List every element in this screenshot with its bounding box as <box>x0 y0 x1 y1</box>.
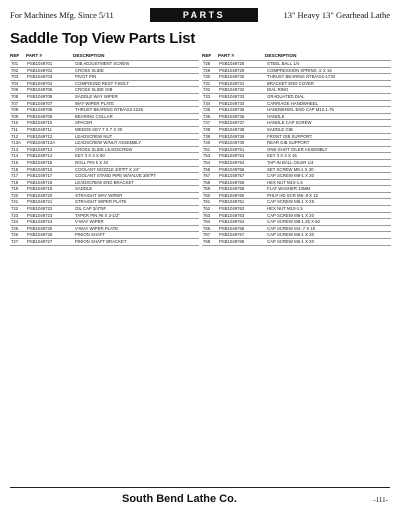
ref-cell: 721 <box>10 199 26 206</box>
description-cell: PIVOT PIN <box>74 74 199 81</box>
colhead-part-right: PART # <box>218 53 234 58</box>
description-cell: COMPRESSION SPRING .6 X 15 <box>266 67 391 74</box>
description-cell: CROSS SLIDE GIB <box>74 87 199 94</box>
ref-cell: 756 <box>202 166 218 173</box>
part-number-cell: PSB1049708 <box>26 107 74 114</box>
description-cell: SADDLE WAY WIPER <box>74 93 199 100</box>
description-cell: LEADSCREW W/NUT ASSEMBLY <box>74 140 199 147</box>
parts-row <box>10 120 199 127</box>
part-number-cell: PSB1049713A <box>26 140 74 147</box>
ref-cell: 724 <box>10 219 26 226</box>
parts-row <box>202 153 391 160</box>
part-number-cell: PSB1049766 <box>218 225 266 232</box>
ref-cell: 759 <box>202 186 218 193</box>
parts-row <box>10 212 199 219</box>
description-cell: CAP SCREW M6-1 X 20 <box>266 232 391 239</box>
description-cell: CAP SCREW M8-1.25 X 60 <box>266 219 391 226</box>
description-cell: CAP SCREW M6-1 X 20 <box>266 239 391 246</box>
parts-row <box>10 166 199 173</box>
part-number-cell: PSB1049711 <box>26 126 74 133</box>
part-number-cell: PSB1049702 <box>26 67 74 74</box>
description-cell: DIAL RING <box>266 87 391 94</box>
description-cell: ONE-SHOT OILER ASSEMBLY <box>266 146 391 153</box>
part-number-cell: PSB1049739 <box>218 133 266 140</box>
description-cell: GIB ADJUSTMENT SCREW <box>74 61 199 68</box>
description-cell: KEY 3 X 3 X 80 <box>74 153 199 160</box>
parts-row <box>10 192 199 199</box>
description-cell: REAR GIB SUPPORT <box>266 140 391 147</box>
description-cell: THRUST BEARING NTB/AS2-1730 <box>266 74 391 81</box>
description-cell: STEEL BALL 1/4 <box>266 61 391 68</box>
parts-row <box>10 206 199 213</box>
parts-row <box>10 126 199 133</box>
part-number-cell: PSB1049718 <box>26 179 74 186</box>
description-cell: V-WAY WIPER PLATE <box>74 225 199 232</box>
colhead-ref-right: REF <box>202 53 212 58</box>
ref-cell: 708 <box>10 107 26 114</box>
description-cell: FLAT WASHER 10MM <box>266 186 391 193</box>
part-number-cell: PSB1049754 <box>218 159 266 166</box>
ref-cell: 703 <box>10 74 26 81</box>
page-number: -111- <box>373 496 388 504</box>
description-cell: ROLL PIN 5 X 40 <box>74 159 199 166</box>
parts-row <box>10 146 199 153</box>
parts-row <box>10 140 199 147</box>
description-cell: V-WAY WIPER <box>74 219 199 226</box>
part-number-cell: PSB1049727 <box>26 239 74 246</box>
parts-row <box>10 100 199 107</box>
ref-cell: 701 <box>10 61 26 68</box>
part-number-cell: PSB1049767 <box>218 232 266 239</box>
ref-cell: 739 <box>202 133 218 140</box>
description-cell: LEADSCREW END BRACKET <box>74 179 199 186</box>
part-number-cell: PSB1049724 <box>26 219 74 226</box>
ref-cell: 736 <box>202 113 218 120</box>
ref-cell: 726 <box>10 232 26 239</box>
description-cell: SADDLE <box>74 186 199 193</box>
ref-cell: 717 <box>10 173 26 180</box>
part-number-cell: PSB1049713 <box>26 146 74 153</box>
description-cell: BEARING COLLAR <box>74 113 199 120</box>
parts-row <box>202 133 391 140</box>
description-cell: COOLANT STAND PIPE W/VALVE 3/8"PT <box>74 173 199 180</box>
part-number-cell: PSB1049761 <box>218 199 266 206</box>
ref-cell: 713A <box>10 140 26 147</box>
parts-row <box>202 199 391 206</box>
ref-cell: 720 <box>10 192 26 199</box>
part-number-cell: PSB1049723 <box>26 212 74 219</box>
ref-cell: 713 <box>10 146 26 153</box>
part-number-cell: PSB1049740 <box>218 140 266 147</box>
description-cell: COOLANT NOZZLE 3/8"PT X 24" <box>74 166 199 173</box>
colhead-ref-left: REF <box>10 53 20 58</box>
part-number-cell: PSB1049764 <box>218 219 266 226</box>
part-number-cell: PSB1049719 <box>26 186 74 193</box>
ref-cell: 767 <box>202 232 218 239</box>
ref-cell: 732 <box>202 87 218 94</box>
parts-row <box>10 173 199 180</box>
parts-row <box>10 67 199 74</box>
ref-cell: 760 <box>202 192 218 199</box>
ref-cell: 738 <box>202 126 218 133</box>
parts-row <box>202 206 391 213</box>
description-cell: WAY WIPER PLATE <box>74 100 199 107</box>
description-cell: TAPER PIN #6 X 2-1/2" <box>74 212 199 219</box>
description-cell: GRADUATED DIAL <box>266 93 391 100</box>
colhead-desc-left: DESCRIPTION <box>73 53 105 58</box>
part-number-cell: PSB1049716 <box>26 166 74 173</box>
ref-cell: 734 <box>202 100 218 107</box>
parts-row <box>10 87 199 94</box>
description-cell: PINION SHAFT <box>74 232 199 239</box>
description-cell: CROSS SLIDE LEADSCREW <box>74 146 199 153</box>
part-number-cell: PSB1049708 <box>26 93 74 100</box>
part-number-cell: PSB1049738 <box>218 126 266 133</box>
ref-cell: 758 <box>202 179 218 186</box>
parts-row <box>202 212 391 219</box>
parts-row <box>10 199 199 206</box>
part-number-cell: PSB1049757 <box>218 173 266 180</box>
description-cell: SET SCREW M8-1 X 30 <box>266 166 391 173</box>
part-number-cell: PSB1049712 <box>26 133 74 140</box>
part-number-cell: PSB1049710 <box>26 120 74 127</box>
part-number-cell: PSB1049760 <box>218 192 266 199</box>
ref-cell: 714 <box>10 153 26 160</box>
colhead-part-left: PART # <box>26 53 42 58</box>
parts-row <box>202 173 391 180</box>
parts-row <box>202 80 391 87</box>
ref-cell: 715 <box>10 159 26 166</box>
ref-cell: 737 <box>202 120 218 127</box>
description-cell: CAP SCREW M4-.7 X 10 <box>266 225 391 232</box>
parts-row <box>10 232 199 239</box>
description-cell: FRONT GIB SUPPORT <box>266 133 391 140</box>
part-number-cell: PSB1049704 <box>26 80 74 87</box>
ref-cell: 768 <box>202 239 218 246</box>
part-number-cell: PSB1049706 <box>26 87 74 94</box>
description-cell: KEY 3 X 3 X 15 <box>266 153 391 160</box>
description-cell: HANDLE CAP SCREW <box>266 120 391 127</box>
ref-cell: 764 <box>202 219 218 226</box>
description-cell: HEX NUT M10-1.5 <box>266 179 391 186</box>
ref-cell: 730 <box>202 74 218 81</box>
parts-row <box>10 219 199 226</box>
ref-cell: 707 <box>10 100 26 107</box>
parts-row <box>10 74 199 81</box>
description-cell: CAP SCREW M8-1 X 30 <box>266 173 391 180</box>
parts-row <box>202 140 391 147</box>
ref-cell: 711 <box>10 126 26 133</box>
ref-cell: 706 <box>10 87 26 94</box>
parts-row <box>202 186 391 193</box>
part-number-cell: PSB1049714 <box>26 153 74 160</box>
description-cell: CAP SCREW M6-1 X 25 <box>266 199 391 206</box>
ref-cell: 735 <box>202 107 218 114</box>
ref-cell: 722 <box>10 206 26 213</box>
parts-row <box>10 93 199 100</box>
ref-cell: 709 <box>10 113 26 120</box>
part-number-cell: PSB1049715 <box>26 159 74 166</box>
ref-cell: 753 <box>202 153 218 160</box>
parts-table-left <box>10 60 199 246</box>
description-cell: CARRIAGE HANDWHEEL <box>266 100 391 107</box>
parts-row <box>10 80 199 87</box>
part-number-cell: PSB1049717 <box>26 173 74 180</box>
part-number-cell: PSB1049751 <box>218 146 266 153</box>
part-number-cell: PSB1049735 <box>218 107 266 114</box>
parts-row <box>202 159 391 166</box>
part-number-cell: PSB1049762 <box>218 206 266 213</box>
ref-cell: 727 <box>10 239 26 246</box>
ref-cell: 704 <box>10 80 26 87</box>
parts-row <box>202 126 391 133</box>
part-number-cell: PSB1049737 <box>218 120 266 127</box>
parts-row <box>10 61 199 68</box>
part-number-cell: PSB1049720 <box>26 192 74 199</box>
parts-row <box>10 153 199 160</box>
parts-row <box>202 100 391 107</box>
ref-cell: 733 <box>202 93 218 100</box>
part-number-cell: PSB1049736 <box>218 113 266 120</box>
description-cell: CROSS SLIDE <box>74 67 199 74</box>
parts-row <box>202 74 391 81</box>
parts-row <box>202 120 391 127</box>
parts-row <box>10 239 199 246</box>
description-cell: CAP SCREW M6-1 X 20 <box>266 212 391 219</box>
ref-cell: 708 <box>10 93 26 100</box>
part-number-cell: PSB1049726 <box>26 232 74 239</box>
description-cell: THRUST BEARING NTB/AS2-1226 <box>74 107 199 114</box>
description-cell: HANDLE <box>266 113 391 120</box>
ref-cell: 712 <box>10 133 26 140</box>
part-number-cell: PSB1049732 <box>218 87 266 94</box>
ref-cell: 719 <box>10 186 26 193</box>
ref-cell: 751 <box>202 146 218 153</box>
part-number-cell: PSB1049758 <box>218 179 266 186</box>
header-left-text: For Machines Mfg. Since 5/11 <box>10 10 114 20</box>
ref-cell: 728 <box>202 61 218 68</box>
ref-cell: 725 <box>10 225 26 232</box>
parts-row <box>202 192 391 199</box>
ref-cell: 740 <box>202 140 218 147</box>
parts-row <box>202 219 391 226</box>
part-number-cell: PSB1049753 <box>218 153 266 160</box>
parts-row <box>10 186 199 193</box>
ref-cell: 723 <box>10 212 26 219</box>
footer-brand: South Bend Lathe Co. <box>122 493 237 505</box>
part-number-cell: PSB1049707 <box>26 100 74 107</box>
part-number-cell: PSB1049729 <box>218 67 266 74</box>
part-number-cell: PSB1049730 <box>218 74 266 81</box>
parts-table-right <box>202 60 391 246</box>
colhead-desc-right: DESCRIPTION <box>265 53 297 58</box>
description-cell: HEX NUT M10-1.5 <box>266 206 391 213</box>
ref-cell: 766 <box>202 225 218 232</box>
parts-row <box>202 113 391 120</box>
description-cell: HANDWHEEL END CAP M12-1.75 <box>266 107 391 114</box>
description-cell: LEADSCREW NUT <box>74 133 199 140</box>
header-right-text: 13" Heavy 13" Gearhead Lathe <box>283 10 390 20</box>
part-number-cell: PSB1049701 <box>26 61 74 68</box>
parts-row <box>10 159 199 166</box>
description-cell: STRAIGHT WAY WIPER <box>74 192 199 199</box>
part-number-cell: PSB1049733 <box>218 93 266 100</box>
parts-row <box>202 107 391 114</box>
description-cell: SADDLE GIB <box>266 126 391 133</box>
part-number-cell: PSB1049731 <box>218 80 266 87</box>
footer-rule <box>10 487 390 488</box>
part-number-cell: PSB1049725 <box>26 225 74 232</box>
description-cell: COMPOUND REST T-BOLT <box>74 80 199 87</box>
parts-row <box>202 225 391 232</box>
header-section-tab: PARTS <box>150 8 258 22</box>
ref-cell: 718 <box>10 179 26 186</box>
description-cell: BRACKET END COVER <box>266 80 391 87</box>
page-title: Saddle Top View Parts List <box>10 30 196 47</box>
part-number-cell: PSB1049734 <box>218 100 266 107</box>
parts-row <box>10 179 199 186</box>
part-number-cell: PSB1049759 <box>218 186 266 193</box>
parts-row <box>10 225 199 232</box>
parts-row <box>202 232 391 239</box>
parts-row <box>202 93 391 100</box>
column-headers <box>10 52 390 60</box>
part-number-cell: PSB1049703 <box>26 74 74 81</box>
ref-cell: 762 <box>202 206 218 213</box>
part-number-cell: PSB1049728 <box>218 61 266 68</box>
description-cell: PINION SHAFT BRACKET <box>74 239 199 246</box>
parts-row <box>10 133 199 140</box>
parts-row <box>202 67 391 74</box>
parts-row <box>202 239 391 246</box>
description-cell: SPACER <box>74 120 199 127</box>
description-cell: STRAIGHT WIPER PLATE <box>74 199 199 206</box>
ref-cell: 763 <box>202 212 218 219</box>
ref-cell: 754 <box>202 159 218 166</box>
ref-cell: 702 <box>10 67 26 74</box>
ref-cell: 761 <box>202 199 218 206</box>
part-number-cell: PSB1049768 <box>218 239 266 246</box>
description-cell: PHLP HD SCR M5-.8 X 12 <box>266 192 391 199</box>
part-number-cell: PSB1049709 <box>26 113 74 120</box>
parts-row <box>202 61 391 68</box>
parts-row <box>202 87 391 94</box>
description-cell: OIL CAP 3/4"NF <box>74 206 199 213</box>
page-header <box>10 8 390 22</box>
part-number-cell: PSB1049722 <box>26 206 74 213</box>
part-number-cell: PSB1049721 <box>26 199 74 206</box>
ref-cell: 716 <box>10 166 26 173</box>
ref-cell: 729 <box>202 67 218 74</box>
description-cell: TAP-IN BALL OILER 1/4 <box>266 159 391 166</box>
description-cell: WEDGE KEY 7 X 7 X 30 <box>74 126 199 133</box>
ref-cell: 757 <box>202 173 218 180</box>
part-number-cell: PSB1049763 <box>218 212 266 219</box>
ref-cell: 710 <box>10 120 26 127</box>
part-number-cell: PSB1049756 <box>218 166 266 173</box>
parts-row <box>10 107 199 114</box>
ref-cell: 731 <box>202 80 218 87</box>
parts-row <box>202 166 391 173</box>
parts-row <box>10 113 199 120</box>
parts-row <box>202 146 391 153</box>
parts-row <box>202 179 391 186</box>
